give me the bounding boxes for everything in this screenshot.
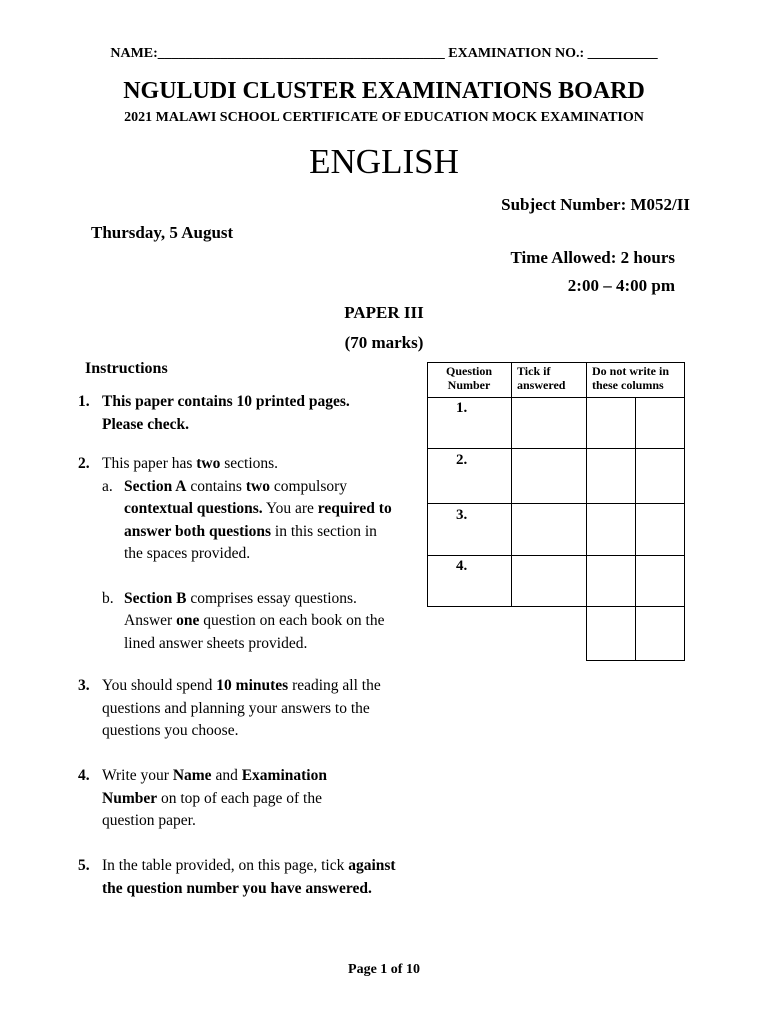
text-run: Write your <box>102 767 173 784</box>
question-number-4: 4. <box>456 558 468 574</box>
text-run: You should spend <box>102 677 217 694</box>
instruction-number: 2. <box>78 455 90 472</box>
table-rule <box>511 362 512 607</box>
table-rule <box>635 397 636 661</box>
header-do-not-write: Do not write in these columns <box>592 364 669 392</box>
instructions-title: Instructions <box>85 360 168 377</box>
time-allowed: Time Allowed: 2 hours <box>510 248 675 267</box>
instruction-2 <box>78 453 418 655</box>
board-title: NGULUDI CLUSTER EXAMINATIONS BOARD <box>123 78 645 104</box>
text-run: contains <box>186 477 246 495</box>
sub-letter: a. <box>102 477 113 495</box>
text-bold: required to answer both questions <box>124 500 392 540</box>
text-bold: contextual questions. <box>124 500 263 517</box>
subject-title: ENGLISH <box>309 142 459 181</box>
text-run: In the table provided, on this page, tick <box>102 857 349 874</box>
text-bold: Section A <box>124 477 187 495</box>
header-question-number: Question Number <box>445 364 492 392</box>
table-rule <box>427 362 685 363</box>
instruction-text <box>102 453 418 476</box>
time-range: 2:00 – 4:00 pm <box>567 276 675 295</box>
table-rule <box>427 555 685 556</box>
name-blank: _________________________________________ <box>157 46 445 61</box>
text-run: sections. <box>220 455 279 472</box>
table-rule <box>427 362 428 607</box>
exam-no-blank: __________ <box>587 46 658 61</box>
instruction-text: This paper contains 10 printed pages. Please check. <box>102 393 350 433</box>
instruction-4 <box>78 765 418 833</box>
text-run: reading all the questions and planning your answers to the questions you choose. <box>102 677 381 739</box>
text-bold: against the question number you have answered. <box>102 857 396 897</box>
text-bold: Examination Number <box>102 767 327 807</box>
exam-no-label: EXAMINATION NO.: <box>448 46 585 61</box>
instruction-number: 5. <box>78 857 90 874</box>
text-run: You are <box>262 500 318 517</box>
subject-number: Subject Number: M052/II <box>501 195 690 214</box>
instruction-1 <box>78 391 418 436</box>
table-rule <box>586 362 587 661</box>
instruction-2b <box>102 588 394 656</box>
text-run: question on each book on the lined answer sheets provided. <box>124 612 385 652</box>
instruction-text <box>102 855 402 900</box>
text-run: This paper has <box>102 455 197 472</box>
text-run: in this section in the spaces provided. <box>124 522 377 562</box>
instruction-text <box>102 675 387 743</box>
instruction-number: 1. <box>78 393 90 410</box>
name-exam-line <box>0 46 768 62</box>
instruction-3 <box>78 675 418 743</box>
header-tick-if-answered: Tick if answered <box>517 364 566 392</box>
text-bold: 10 minutes <box>216 677 289 694</box>
text-bold: Name <box>172 767 212 784</box>
table-rule <box>684 362 685 661</box>
sub-letter: b. <box>102 589 114 607</box>
question-number-2: 2. <box>456 452 468 468</box>
table-rule <box>427 397 685 398</box>
exam-date: Thursday, 5 August <box>91 223 234 242</box>
paper-number: PAPER III <box>344 303 424 322</box>
text-run: comprises essay questions. Answer <box>124 589 357 629</box>
instruction-5 <box>78 855 418 900</box>
instruction-text <box>102 765 372 833</box>
instruction-number: 4. <box>78 767 90 784</box>
question-number-3: 3. <box>456 507 468 523</box>
paper-marks: (70 marks) <box>344 333 424 352</box>
name-label: NAME: <box>110 46 158 61</box>
text-bold: one <box>176 612 200 629</box>
instruction-2a <box>102 476 394 566</box>
page-footer: Page 1 of 10 <box>348 962 420 977</box>
text-run: on top of each page of the question paper. <box>102 789 322 829</box>
exam-title: 2021 MALAWI SCHOOL CERTIFICATE OF EDUCATION MOCK EXAMINATION <box>124 110 644 125</box>
text-bold: two <box>196 455 221 472</box>
question-number-1: 1. <box>456 400 468 416</box>
text-bold: Section B <box>124 589 187 607</box>
text-bold: two <box>245 477 270 495</box>
text-run: and <box>211 767 242 784</box>
text-run: compulsory <box>269 477 348 495</box>
table-rule <box>427 606 685 607</box>
instruction-number: 3. <box>78 677 90 694</box>
table-rule <box>427 503 685 504</box>
table-rule <box>427 448 685 449</box>
